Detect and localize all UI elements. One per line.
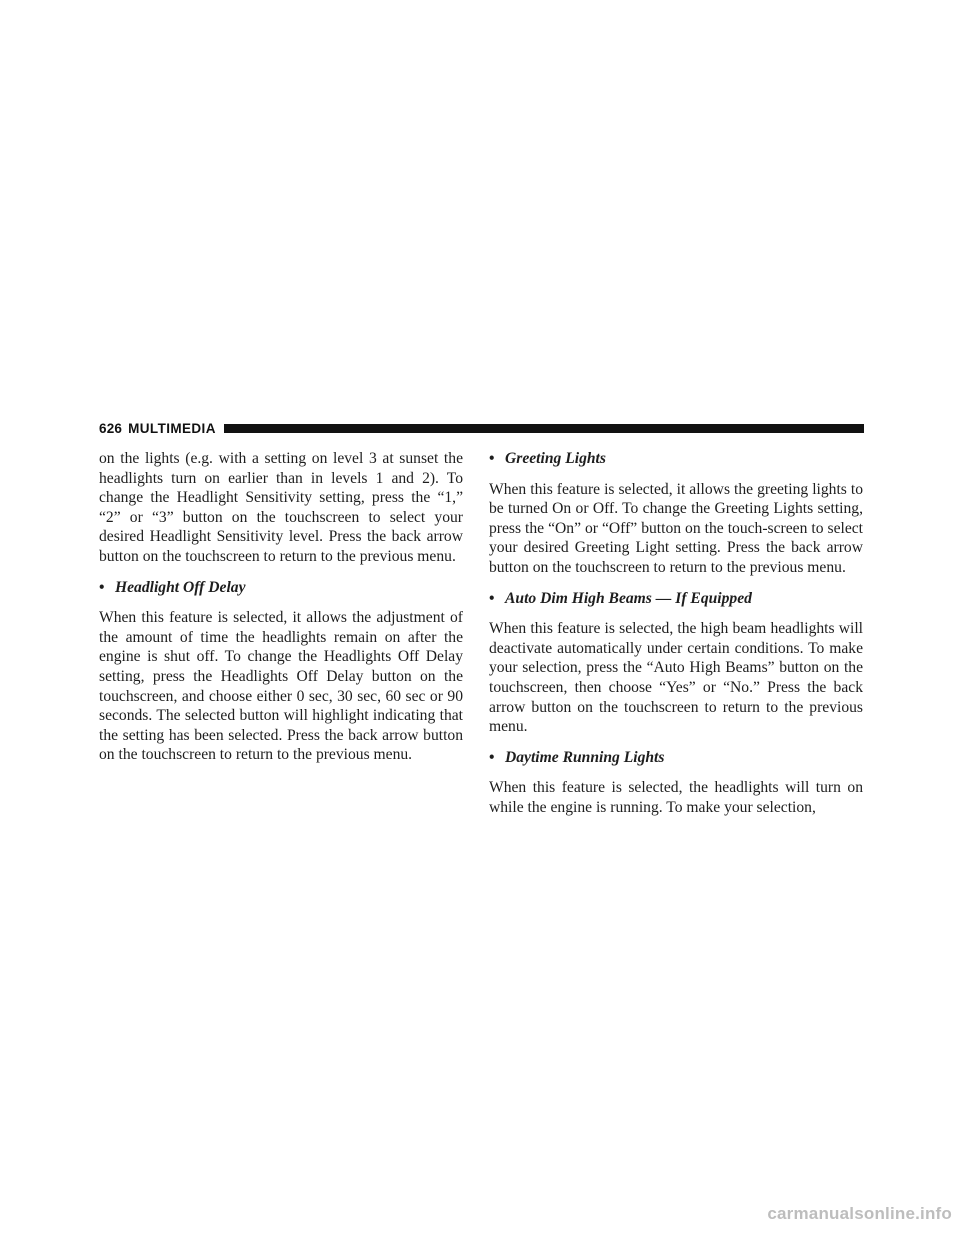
bullet-heading-greeting-lights: [489, 449, 863, 469]
bullet-icon: •: [489, 589, 495, 607]
bullet-heading-text: Greeting Lights: [505, 450, 606, 467]
bullet-icon: •: [489, 450, 495, 467]
paragraph-auto-dim-high-beams: When this feature is selected, the high beam headlights will deactivate automatically under certain conditions. To make your selection, press the “Auto High Beams” button on the touchscreen, then choose “Yes” or “No.” Press the back arrow button on the touchscreen to return to the previous menu.: [489, 620, 863, 736]
bullet-icon: •: [489, 748, 495, 766]
bullet-heading-text: Daytime Running Lights: [505, 748, 665, 766]
paragraph-greeting-lights: When this feature is selected, it allows the greeting lights to be turned On or Off. To change the Greeting Lights setting, press the “On” or “Off” button on the touch-screen to select your desired Greeting Light setting. Press the back arrow button on the touchscreen to return to the previous menu.: [489, 480, 863, 576]
bullet-heading-daytime-running-lights: [489, 748, 863, 768]
bullet-heading-headlight-off-delay: [99, 578, 463, 598]
left-column: [99, 449, 463, 776]
bullet-heading-text: Auto Dim High Beams — If Equipped: [505, 589, 752, 607]
paragraph-daytime-running-lights: When this feature is selected, the headlights will turn on while the engine is running. To make your selection,: [489, 779, 863, 816]
page-number: 626: [99, 420, 123, 436]
section-title: MULTIMEDIA: [128, 420, 216, 436]
right-column: [489, 449, 863, 829]
watermark: carmanualsonline.info: [767, 1204, 952, 1223]
header-rule: [224, 424, 864, 433]
bullet-heading-text: Headlight Off Delay: [115, 578, 246, 596]
bullet-icon: •: [99, 578, 105, 596]
paragraph-headlight-sensitivity: on the lights (e.g. with a setting on level 3 at sunset the headlights turn on earlier than in levels 1 and 2). To change the Headlight Sensitivity setting, press the “1,” “2” or “3” button on the touchscreen to select your desired Headlight Sensitivity level. Press the back arrow button on the touchscreen to return to the previous menu.: [99, 450, 463, 565]
bullet-heading-auto-dim-high-beams: [489, 589, 863, 609]
page-header: [99, 418, 864, 438]
paragraph-headlight-off-delay: When this feature is selected, it allows the adjustment of the amount of time the headlights remain on after the engine is shut off. To change the Headlights Off Delay setting, press the Headlights Off Delay button on the touchscreen, and choose either 0 sec, 30 sec, 60 sec or 90 seconds. The selected button will highlight indicating that the setting has been selected. Press the back arrow button on the touchscreen to return to the previous menu.: [99, 609, 463, 764]
